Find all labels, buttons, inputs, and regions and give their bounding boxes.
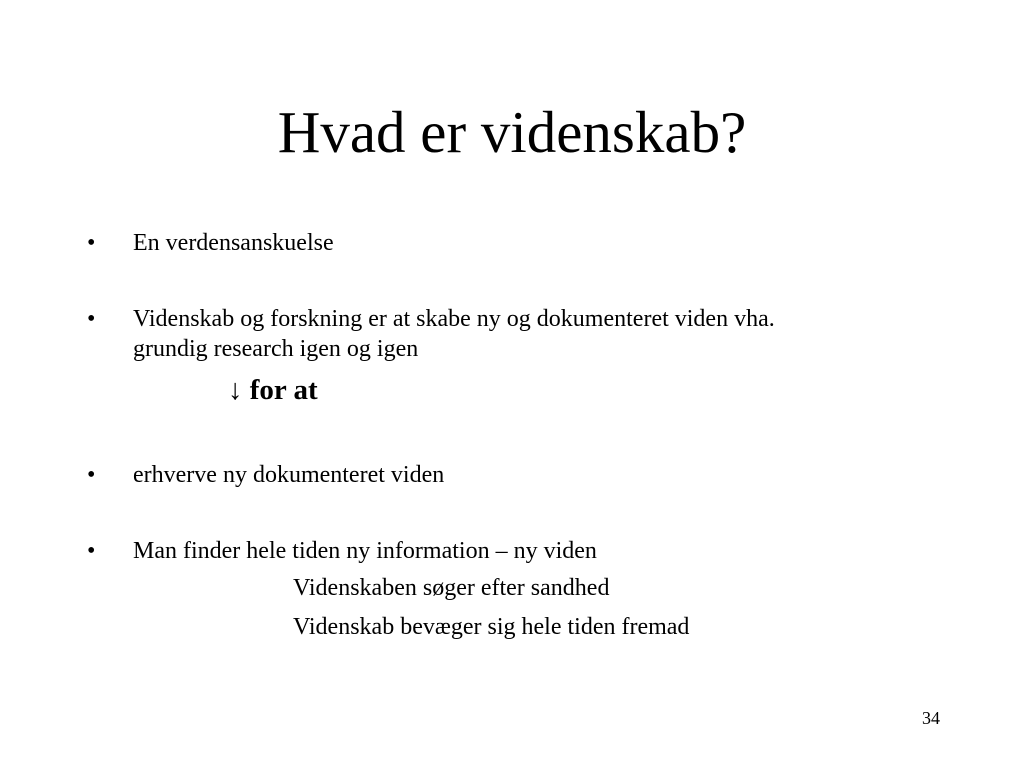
- bullet-text: Man finder hele tiden ny information – ny viden: [133, 538, 597, 564]
- bullet-icon: •: [87, 462, 96, 488]
- bullet-continuation-text: grundig research igen og igen: [133, 336, 419, 362]
- emphasis-text: for at: [249, 374, 318, 406]
- emphasis-line: [228, 373, 318, 407]
- bullet-text: Videnskab og forskning er at skabe ny og dokumenteret viden vha.: [133, 306, 775, 332]
- bullet-icon: •: [87, 230, 96, 256]
- bullet-icon: •: [87, 306, 96, 332]
- bullet-icon: •: [87, 538, 96, 564]
- indented-line: Videnskaben søger efter sandhed: [293, 575, 610, 601]
- bullet-text: erhverve ny dokumenteret viden: [133, 462, 445, 488]
- slide-title: Hvad er videnskab?: [277, 99, 747, 165]
- slide-number: 34: [922, 708, 940, 728]
- bullet-text: En verdensanskuelse: [133, 230, 334, 256]
- indented-line: Videnskab bevæger sig hele tiden fremad: [293, 614, 690, 640]
- down-arrow-icon: ↓: [228, 374, 243, 406]
